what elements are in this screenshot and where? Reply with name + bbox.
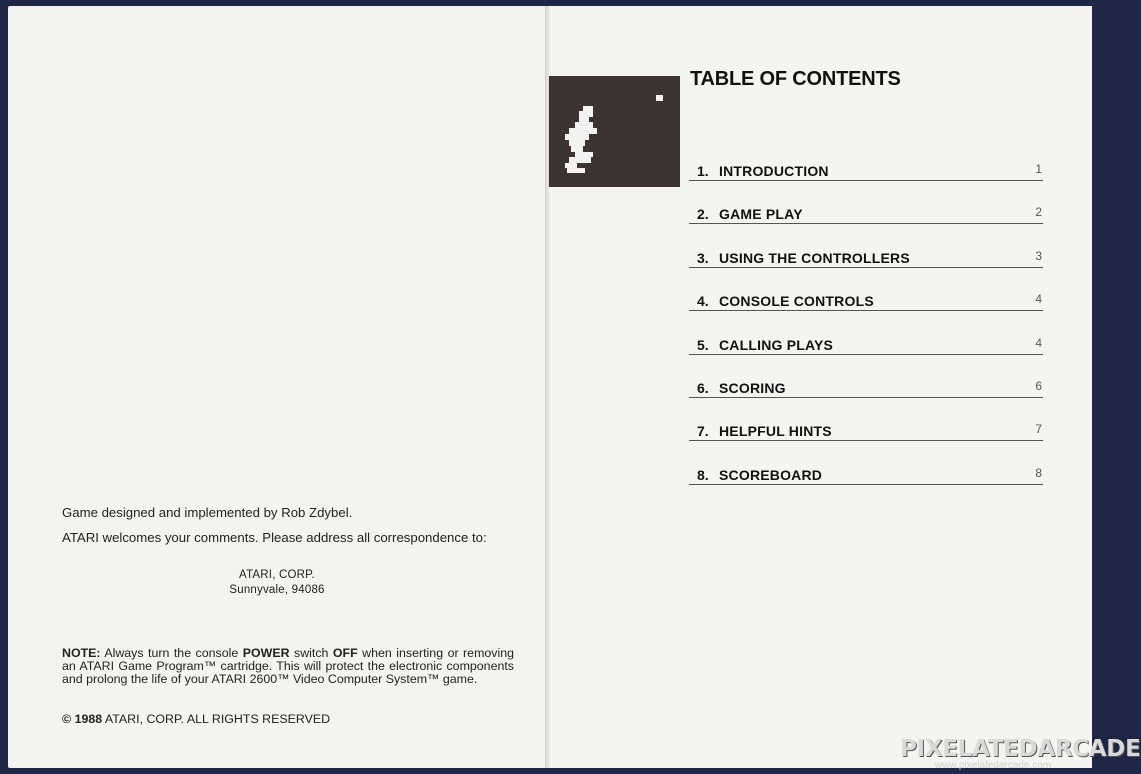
- toc-label: GAME PLAY: [719, 206, 803, 222]
- toc-number: 6.: [697, 380, 709, 396]
- toc-number: 7.: [697, 423, 709, 439]
- toc-page-number: 7: [1035, 422, 1042, 436]
- toc-number: 8.: [697, 467, 709, 483]
- toc-row: [689, 290, 1043, 311]
- note-text-1: Always turn the console: [100, 646, 243, 660]
- note-paragraph: [62, 647, 514, 687]
- toc-row: [689, 160, 1043, 181]
- toc-label: CALLING PLAYS: [719, 337, 834, 353]
- copyright-line: [62, 712, 330, 726]
- toc-label: INTRODUCTION: [719, 163, 829, 179]
- toc-label: USING THE CONTROLLERS: [719, 250, 910, 266]
- toc-label: SCORING: [719, 380, 786, 396]
- toc-row: [689, 334, 1043, 355]
- toc-label: HELPFUL HINTS: [719, 423, 832, 439]
- pixel-player-icon: [549, 76, 680, 187]
- welcome-line: ATARI welcomes your comments. Please address all correspondence to:: [62, 530, 487, 545]
- address-company: ATARI, CORP.: [239, 569, 315, 581]
- toc-row: [689, 377, 1043, 398]
- copyright-symbol: ©: [62, 712, 72, 726]
- toc-page-number: 4: [1035, 336, 1042, 350]
- copyright-year: 1988: [74, 712, 103, 726]
- note-text-3: when inserting or removing an ATARI Game Program™ cartridge. This will protect the electronic components and prolong the life of your ATARI 2600™ Video Computer System™ game.: [62, 646, 515, 687]
- note-off: OFF: [332, 646, 358, 660]
- toc-row: [689, 247, 1043, 268]
- left-page: [8, 6, 546, 768]
- toc-page-number: 1: [1035, 162, 1042, 176]
- toc-row: [689, 203, 1043, 224]
- toc-page-number: 3: [1035, 249, 1042, 263]
- note-text-2: switch: [289, 646, 333, 660]
- toc-label: CONSOLE CONTROLS: [719, 293, 874, 309]
- credit-line: Game designed and implemented by Rob Zdybel.: [62, 505, 353, 520]
- toc-row: [689, 420, 1043, 441]
- toc-row: [689, 464, 1043, 485]
- note-label: NOTE:: [62, 646, 101, 660]
- watermark-brand: PIXELATEDARCADE: [900, 736, 1141, 762]
- toc-page-number: 6: [1035, 379, 1042, 393]
- copyright-text: ATARI, CORP. ALL RIGHTS RESERVED: [102, 712, 331, 726]
- toc-page-number: 2: [1035, 205, 1042, 219]
- toc-label: SCOREBOARD: [719, 467, 823, 483]
- address-city: Sunnyvale, 94086: [229, 584, 325, 596]
- note-power: POWER: [242, 646, 290, 660]
- toc-page-number: 8: [1035, 466, 1042, 480]
- watermark-url: www.pixelatedarcade.com: [935, 760, 1052, 771]
- toc-page-number: 4: [1035, 292, 1042, 306]
- toc-number: 4.: [697, 293, 709, 309]
- pixel-player-graphic: [549, 76, 680, 187]
- toc-number: 5.: [697, 337, 709, 353]
- toc-title: TABLE OF CONTENTS: [690, 68, 901, 90]
- toc-number: 2.: [697, 206, 709, 222]
- toc-number: 3.: [697, 250, 709, 266]
- toc-number: 1.: [697, 163, 709, 179]
- right-page: [549, 6, 1092, 768]
